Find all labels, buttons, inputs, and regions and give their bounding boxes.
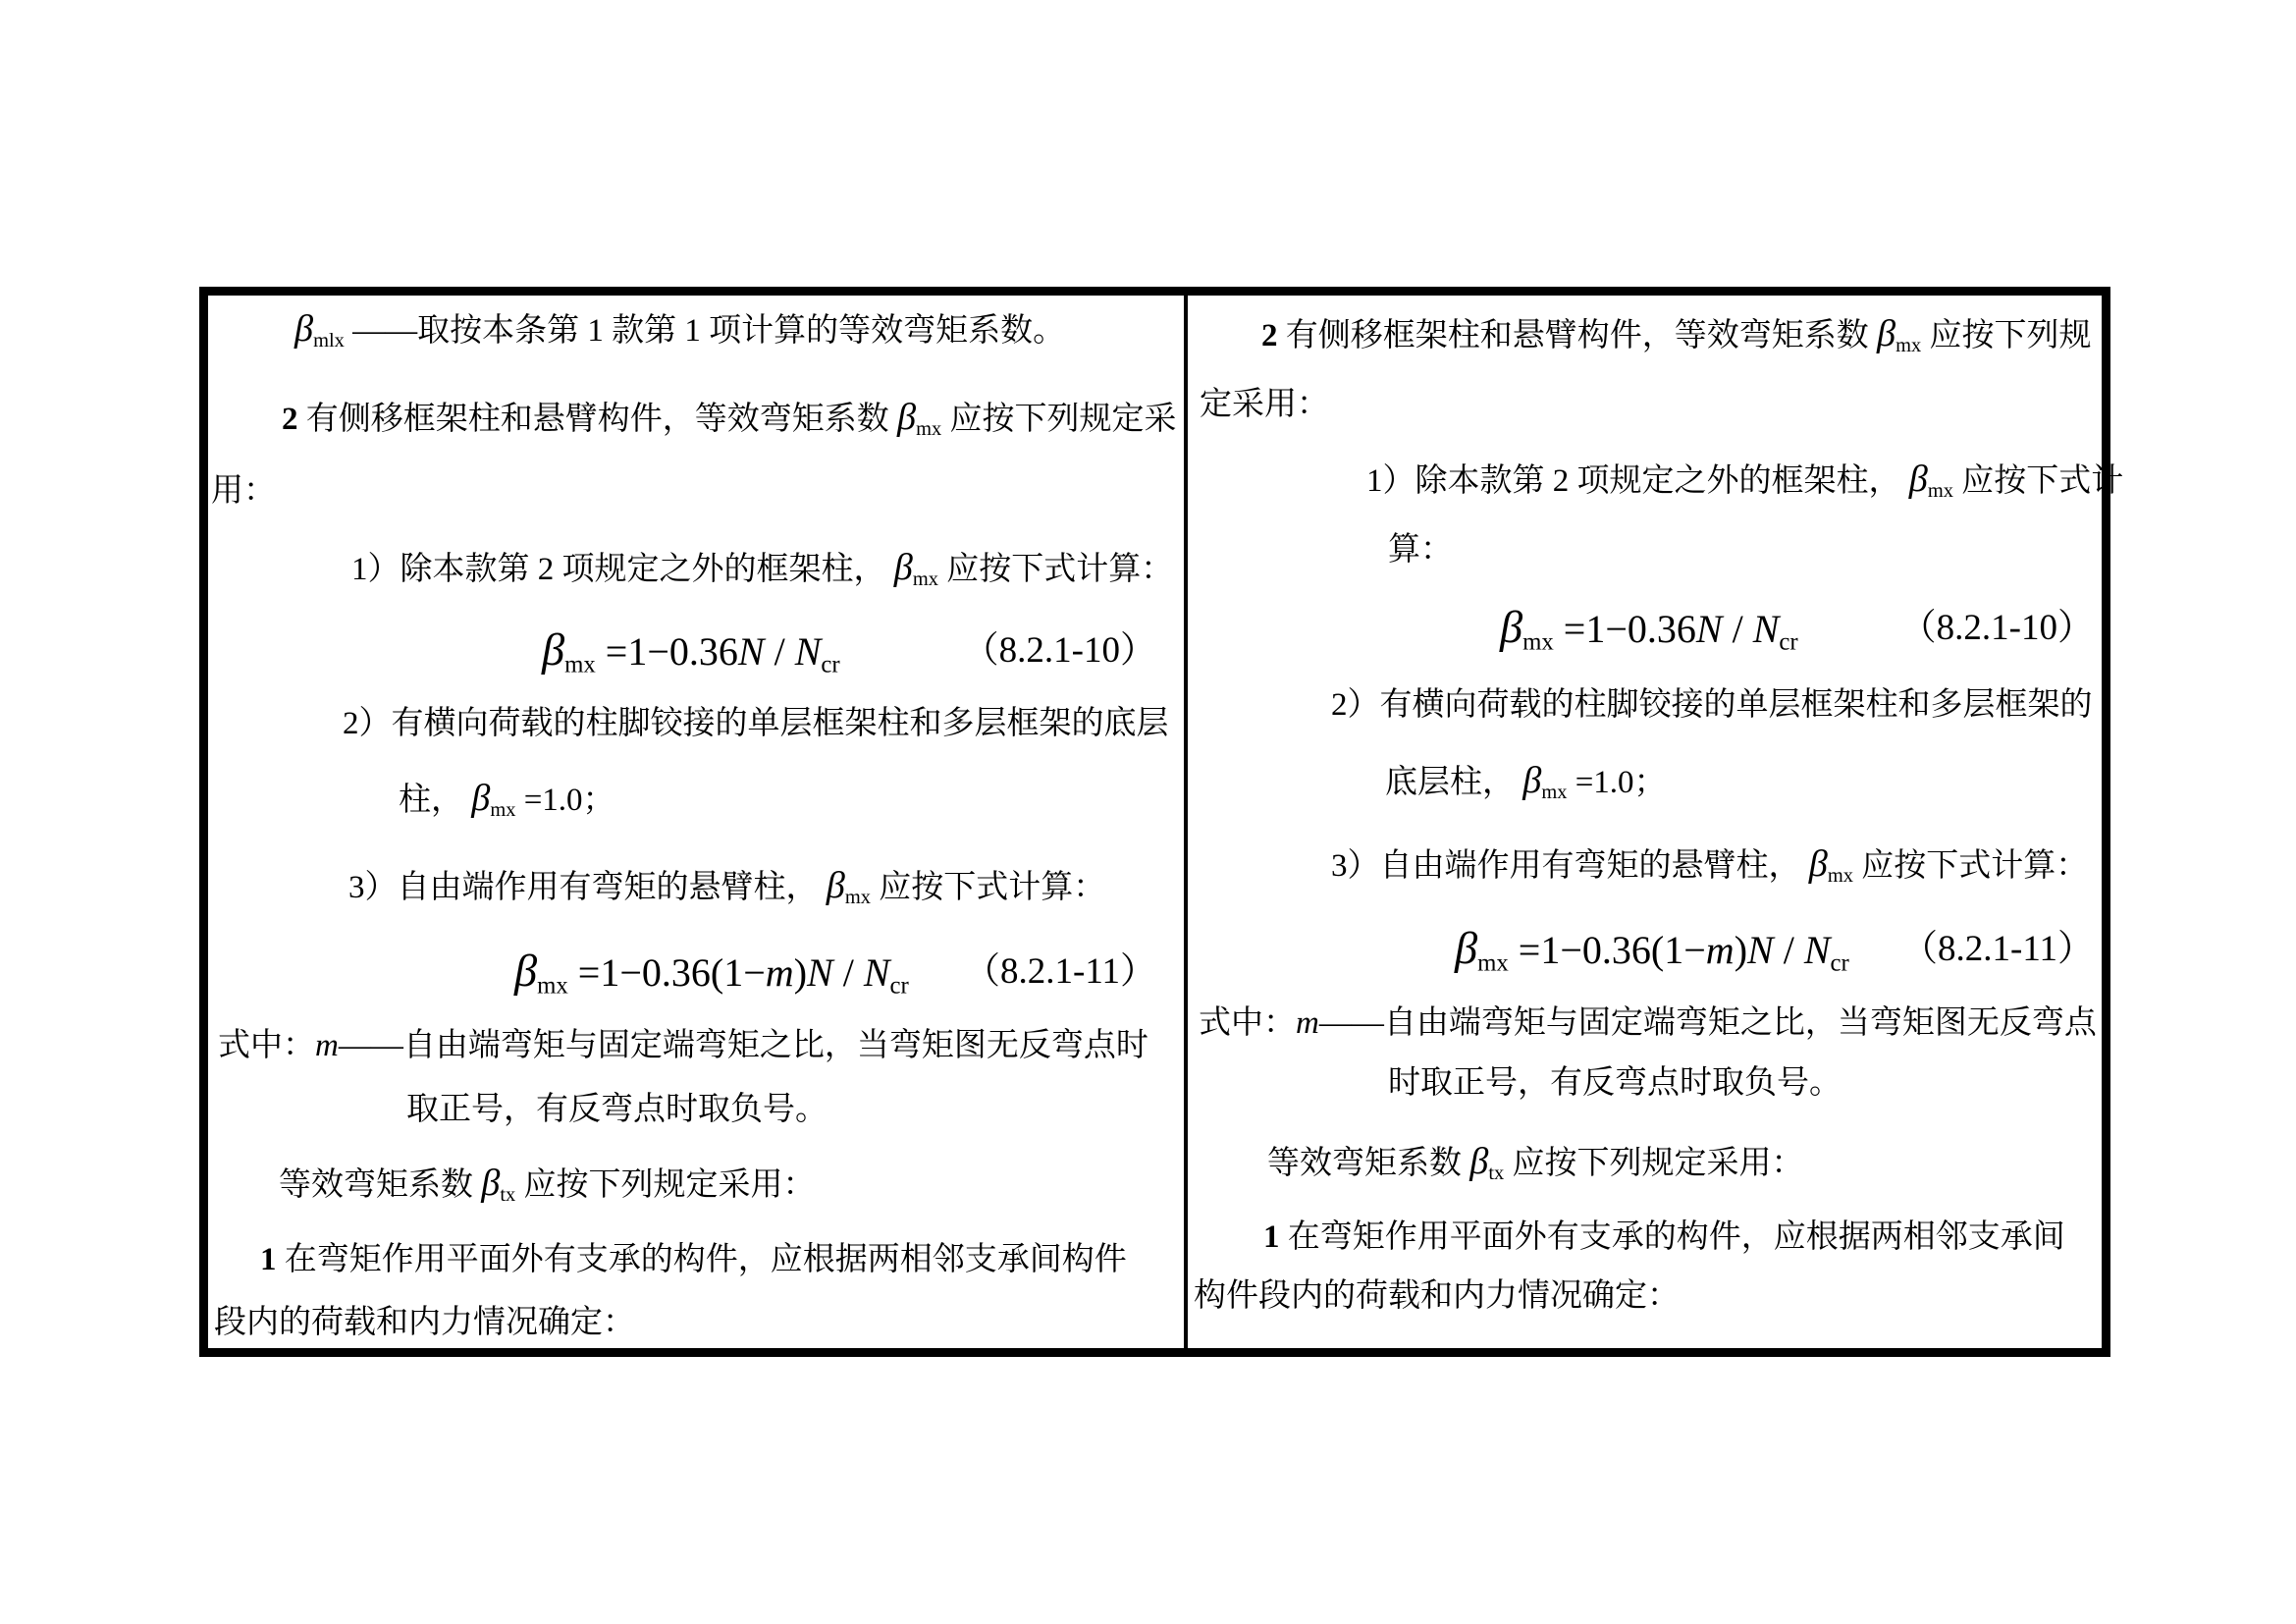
- right-equation-number-8.2.1-11: （8.2.1-11）: [1901, 929, 2094, 969]
- left-line-13: 1 在弯矩作用平面外有支承的构件，应根据两相邻支承间构件: [260, 1242, 1127, 1277]
- right-line-11: 时取正号，有反弯点时取负号。: [1388, 1065, 1842, 1101]
- column-divider: [1184, 287, 1188, 1357]
- right-line-14: 构件段内的荷载和内力情况确定：: [1194, 1278, 1680, 1314]
- left-equation-number-8.2.1-10: （8.2.1-10）: [962, 630, 1156, 671]
- right-line-6: 2）有横向荷载的柱脚铰接的单层框架柱和多层框架的: [1331, 687, 2093, 723]
- left-line-12: 等效弯矩系数 βtx 应按下列规定采用：: [279, 1163, 816, 1207]
- right-line-8: 3）自由端作用有弯矩的悬臂柱， βmx 应按下式计算：: [1331, 843, 2089, 888]
- right-line-10: 式中：m——自由端弯矩与固定端弯矩之比，当弯矩图无反弯点: [1199, 1005, 2097, 1041]
- left-formula-8.2.1-11: βmx =1−0.36(1−m)N / Ncr: [514, 947, 909, 1000]
- left-equation-number-8.2.1-11: （8.2.1-11）: [964, 951, 1156, 992]
- right-line-2: 定采用：: [1200, 387, 1329, 422]
- left-line-6: 2）有横向荷载的柱脚铰接的单层框架柱和多层框架的底层: [343, 706, 1169, 741]
- right-formula-8.2.1-11: βmx =1−0.36(1−m)N / Ncr: [1455, 924, 1849, 977]
- right-line-12: 等效弯矩系数 βtx 应按下列规定采用：: [1267, 1141, 1804, 1185]
- left-line-10: 式中：m——自由端弯矩与固定端弯矩之比，当弯矩图无反弯点时: [218, 1028, 1148, 1063]
- right-equation-number-8.2.1-10: （8.2.1-10）: [1899, 608, 2094, 648]
- right-line-1: 2 有侧移框架柱和悬臂构件，等效弯矩系数 βmx 应按下列规: [1261, 313, 2092, 357]
- right-line-7: 底层柱， βmx =1.0；: [1385, 760, 1667, 804]
- left-line-14: 段内的荷载和内力情况确定：: [214, 1305, 635, 1340]
- left-line-1: βmlx ——取按本条第 1 款第 1 项计算的等效弯矩系数。: [294, 308, 1066, 352]
- left-line-8: 3）自由端作用有弯矩的悬臂柱， βmx 应按下式计算：: [348, 865, 1106, 909]
- left-line-2: 2 有侧移框架柱和悬臂构件，等效弯矩系数 βmx 应按下列规定采: [282, 397, 1177, 441]
- left-line-7: 柱， βmx =1.0；: [399, 778, 615, 822]
- left-formula-8.2.1-10: βmx =1−0.36N / Ncr: [542, 625, 840, 678]
- left-line-4: 1）除本款第 2 项规定之外的框架柱， βmx 应按下式计算：: [351, 547, 1174, 591]
- right-formula-8.2.1-10: βmx =1−0.36N / Ncr: [1500, 603, 1798, 656]
- right-line-3: 1）除本款第 2 项规定之外的框架柱， βmx 应按下式计: [1366, 459, 2124, 503]
- left-line-11: 取正号，有反弯点时取负号。: [406, 1092, 828, 1127]
- right-line-13: 1 在弯矩作用平面外有支承的构件，应根据两相邻支承间: [1263, 1219, 2065, 1255]
- left-line-3: 用：: [211, 473, 276, 509]
- right-line-4: 算：: [1388, 532, 1453, 568]
